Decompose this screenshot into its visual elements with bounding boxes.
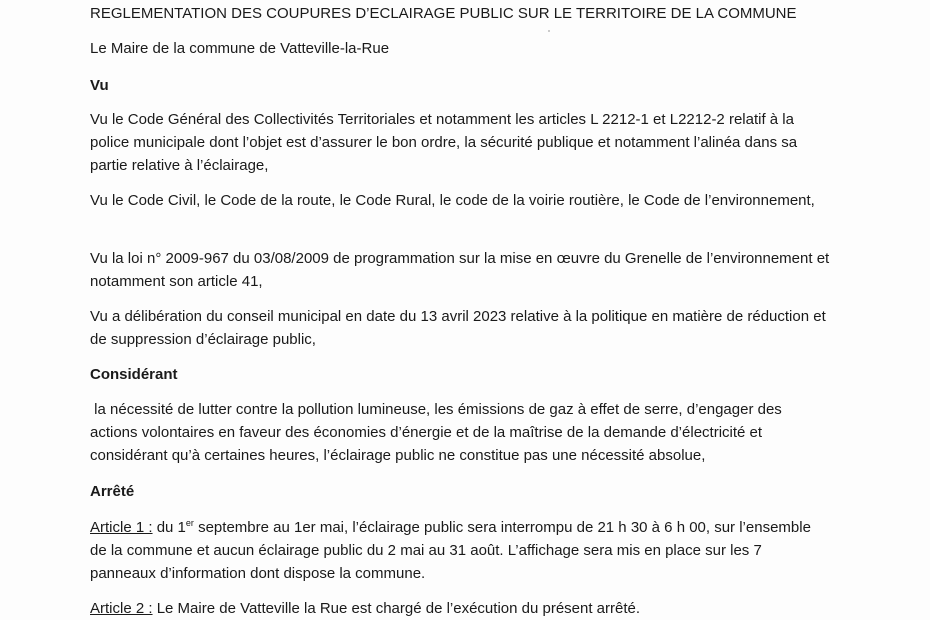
scan-speck [548, 30, 550, 32]
vu-heading: Vu [90, 77, 109, 94]
vu-paragraph-2: Vu le Code Civil, le Code de la route, le Code Rural, le code de la voirie routière, le Code de l’environnement, [90, 192, 815, 209]
vu-paragraph-1: Vu le Code Général des Collectivités Territoriales et notamment les articles L 2212-1 et L2212-2 relatif à la police municipale dont l’objet est d’assurer le bon ordre, la sécurité publique et notamment l’alinéa dans sa partie relative à l’éclairage, [90, 111, 798, 174]
article-2-label: Article 2 : [90, 600, 153, 617]
vu-paragraph-4: Vu a délibération du conseil municipal en date du 13 avril 2023 relative à la politique en matière de réduction et de suppression d’éclairage public, [90, 308, 826, 348]
article-2 [90, 597, 830, 620]
article-1-label: Article 1 : [90, 519, 153, 536]
article-2-text: Le Maire de Vatteville la Rue est chargé de l’exécution du présent arrêté. [152, 600, 641, 617]
considerant-heading: Considérant [90, 366, 178, 383]
considerant-text: la nécessité de lutter contre la pollution lumineuse, les émissions de gaz à effet de serre, d’engager des actions volontaires en faveur des économies d’énergie et de la maîtrise de la demande d’électricité et considérant qu’à certaines heures, l’éclairage public ne constitue pas une nécessité absolue, [90, 401, 782, 464]
document-title: REGLEMENTATION DES COUPURES D’ECLAIRAGE PUBLIC SUR LE TERRITOIRE DE LA COMMUNE [90, 5, 797, 22]
arrete-heading: Arrêté [90, 483, 135, 500]
maire-line: Le Maire de la commune de Vatteville-la-Rue [90, 40, 390, 57]
article-1-text-a: du 1 [152, 519, 186, 536]
article-1-superscript: er [185, 518, 194, 528]
vu-paragraph-3: Vu la loi n° 2009-967 du 03/08/2009 de programmation sur la mise en œuvre du Grenelle de l’environnement et notamment son article 41, [90, 250, 830, 290]
considerant-paragraph [90, 398, 830, 467]
article-1-text-b: septembre au 1er mai, l’éclairage public sera interrompu de 21 h 30 à 6 h 00, sur l’ensemble de la commune et aucun éclairage public du 2 mai au 31 août. L’affichage sera mis en place sur les 7 panneaux d’information dont dispose la commune. [90, 519, 811, 582]
article-1 [90, 516, 830, 585]
